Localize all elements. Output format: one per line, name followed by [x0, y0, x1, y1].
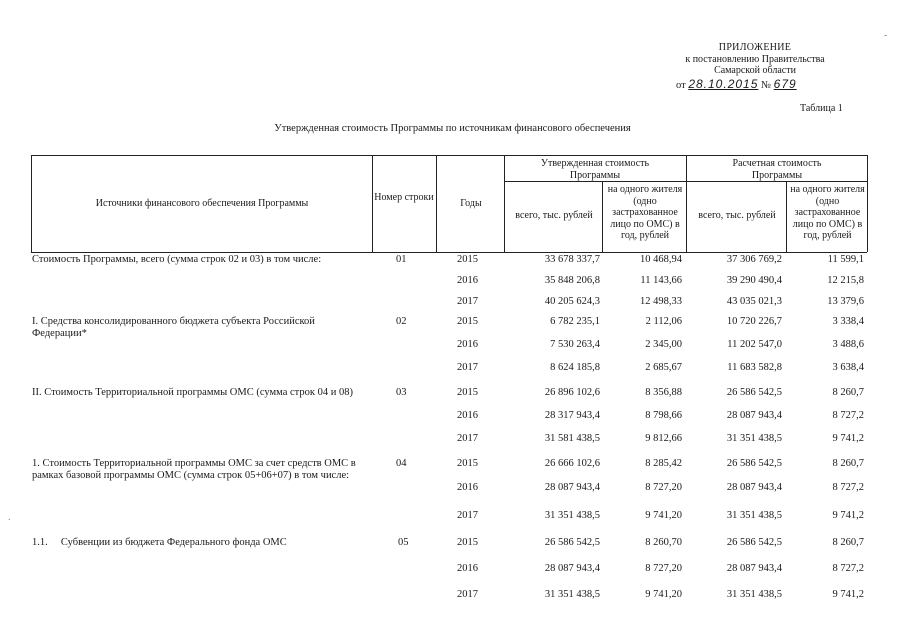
appendix-caption: ПРИЛОЖЕНИЕ	[718, 42, 792, 53]
row-number: 03	[396, 387, 407, 398]
calculated-per-capita-cell: 8 260,7	[832, 458, 864, 469]
approved-total-cell: 33 678 337,7	[544, 254, 600, 265]
row-source: II. Стоимость Территориальной программы ОМС (сумма строк 04 и 08)	[32, 387, 353, 398]
approved-total-cell: 26 666 102,6	[544, 458, 600, 469]
scan-mark: .	[8, 512, 11, 523]
calculated-per-capita-cell: 11 599,1	[827, 254, 864, 265]
approved-total-cell: 28 087 943,4	[544, 482, 600, 493]
approved-total-cell: 28 087 943,4	[544, 563, 600, 574]
year-cell: 2017	[457, 510, 478, 521]
approved-per-capita-cell: 8 285,42	[645, 458, 682, 469]
row-number: 05	[398, 537, 409, 548]
table-header-bottom-border	[31, 252, 867, 253]
approved-total-cell: 26 896 102,6	[544, 387, 600, 398]
row-number: 02	[396, 316, 407, 327]
handwritten-date: 28.10.2015	[688, 77, 759, 91]
row-source: 1.1. Субвенции из бюджета Федерального фонда ОМС	[32, 537, 287, 548]
row-number: 01	[396, 254, 407, 265]
year-cell: 2015	[457, 537, 478, 548]
calculated-total-cell: 31 351 438,5	[726, 510, 782, 521]
calculated-per-capita-cell: 9 741,2	[832, 589, 864, 600]
approved-per-capita-cell: 8 356,88	[645, 387, 682, 398]
calculated-total-cell: 26 586 542,5	[726, 537, 782, 548]
col-divider-6	[786, 181, 787, 252]
table-top-border	[31, 155, 867, 156]
header-calculated-per-capita: на одного жителя (одно застрахованное лицо по ОМС) в год, рублей	[790, 184, 865, 241]
year-cell: 2015	[457, 458, 478, 469]
calculated-per-capita-cell: 8 727,2	[832, 482, 864, 493]
approved-per-capita-cell: 8 727,20	[645, 563, 682, 574]
header-approved-per-capita: на одного жителя (одно застрахованное лицо по ОМС) в год, рублей	[607, 184, 683, 241]
calculated-per-capita-cell: 8 260,7	[832, 387, 864, 398]
year-cell: 2015	[457, 316, 478, 327]
header-calculated-cost: Расчетная стоимость Программы	[732, 158, 822, 181]
approved-total-cell: 40 205 624,3	[544, 296, 600, 307]
calculated-total-cell: 28 087 943,4	[726, 482, 782, 493]
row-source: Стоимость Программы, всего (сумма строк 02 и 03) в том числе:	[32, 254, 322, 265]
calculated-per-capita-cell: 8 727,2	[832, 410, 864, 421]
approved-total-cell: 35 848 206,8	[544, 275, 600, 286]
header-approved-total: всего, тыс. рублей	[515, 210, 593, 221]
date-prefix: от	[676, 80, 686, 91]
calculated-total-cell: 10 720 226,7	[726, 316, 782, 327]
year-cell: 2016	[457, 410, 478, 421]
calculated-total-cell: 11 202 547,0	[727, 339, 782, 350]
approved-per-capita-cell: 10 468,94	[640, 254, 682, 265]
approved-total-cell: 31 351 438,5	[544, 589, 600, 600]
appendix-dateline	[676, 77, 797, 91]
calculated-per-capita-cell: 3 488,6	[832, 339, 864, 350]
calculated-total-cell: 28 087 943,4	[726, 410, 782, 421]
calculated-per-capita-cell: 3 638,4	[832, 362, 864, 373]
calculated-per-capita-cell: 9 741,2	[832, 433, 864, 444]
calculated-total-cell: 26 586 542,5	[726, 458, 782, 469]
calculated-total-cell: 31 351 438,5	[726, 589, 782, 600]
col-divider-4	[602, 181, 603, 252]
number-sign: №	[761, 80, 772, 91]
approved-per-capita-cell: 9 741,20	[645, 589, 682, 600]
year-cell: 2016	[457, 339, 478, 350]
table-right-border	[867, 155, 868, 252]
approved-total-cell: 8 624 185,8	[550, 362, 600, 373]
calculated-per-capita-cell: 9 741,2	[832, 510, 864, 521]
row-number: 04	[396, 458, 407, 469]
approved-per-capita-cell: 2 685,67	[645, 362, 682, 373]
calculated-total-cell: 31 351 438,5	[726, 433, 782, 444]
approved-per-capita-cell: 9 741,20	[645, 510, 682, 521]
calculated-per-capita-cell: 8 260,7	[832, 537, 864, 548]
calculated-total-cell: 28 087 943,4	[726, 563, 782, 574]
year-cell: 2016	[457, 275, 478, 286]
appendix-line-1: к постановлению Правительства	[685, 53, 825, 65]
year-cell: 2017	[457, 362, 478, 373]
calculated-per-capita-cell: 8 727,2	[832, 563, 864, 574]
col-divider-1	[372, 155, 373, 252]
year-cell: 2016	[457, 563, 478, 574]
col-divider-3	[504, 155, 505, 252]
scan-mark: -	[884, 30, 888, 41]
approved-total-cell: 31 581 438,5	[544, 433, 600, 444]
approved-total-cell: 31 351 438,5	[544, 510, 600, 521]
calculated-total-cell: 37 306 769,2	[726, 254, 782, 265]
approved-total-cell: 26 586 542,5	[544, 537, 600, 548]
header-years: Годы	[460, 198, 482, 209]
row-source: 1. Стоимость Территориальной программы ОМС за счет средств ОМС в рамках базовой программы ОМС (сумма строк 05+06+07) в том числе:	[32, 458, 356, 481]
year-cell: 2016	[457, 482, 478, 493]
table-label: Таблица 1	[800, 103, 843, 114]
appendix-block	[660, 42, 850, 77]
header-calculated-total: всего, тыс. рублей	[698, 210, 776, 221]
calculated-total-cell: 43 035 021,3	[726, 296, 782, 307]
approved-per-capita-cell: 8 727,20	[645, 482, 682, 493]
year-cell: 2017	[457, 296, 478, 307]
col-divider-2	[436, 155, 437, 252]
header-source: Источники финансового обеспечения Программы	[95, 198, 309, 209]
approved-per-capita-cell: 12 498,33	[640, 296, 682, 307]
calculated-per-capita-cell: 13 379,6	[827, 296, 864, 307]
approved-per-capita-cell: 11 143,66	[640, 275, 682, 286]
calculated-total-cell: 26 586 542,5	[726, 387, 782, 398]
approved-per-capita-cell: 8 260,70	[645, 537, 682, 548]
handwritten-number: 679	[773, 77, 797, 91]
year-cell: 2015	[457, 254, 478, 265]
appendix-line-2: Самарской области	[714, 65, 796, 76]
header-row-number: Номер строки	[374, 192, 434, 203]
year-cell: 2015	[457, 387, 478, 398]
document-title: Утвержденная стоимость Программы по источникам финансового обеспечения	[274, 123, 631, 134]
calculated-total-cell: 39 290 490,4	[726, 275, 782, 286]
col-divider-5	[686, 155, 687, 252]
calculated-per-capita-cell: 12 215,8	[827, 275, 864, 286]
approved-per-capita-cell: 2 345,00	[645, 339, 682, 350]
approved-per-capita-cell: 2 112,06	[645, 316, 682, 327]
approved-total-cell: 28 317 943,4	[544, 410, 600, 421]
header-approved-cost: Утвержденная стоимость Программы	[540, 158, 650, 181]
approved-per-capita-cell: 8 798,66	[645, 410, 682, 421]
approved-total-cell: 6 782 235,1	[550, 316, 600, 327]
approved-per-capita-cell: 9 812,66	[645, 433, 682, 444]
approved-total-cell: 7 530 263,4	[550, 339, 600, 350]
row-source: I. Средства консолидированного бюджета субъекта Российской Федерации*	[32, 316, 315, 339]
year-cell: 2017	[457, 589, 478, 600]
calculated-per-capita-cell: 3 338,4	[832, 316, 864, 327]
calculated-total-cell: 11 683 582,8	[727, 362, 782, 373]
year-cell: 2017	[457, 433, 478, 444]
